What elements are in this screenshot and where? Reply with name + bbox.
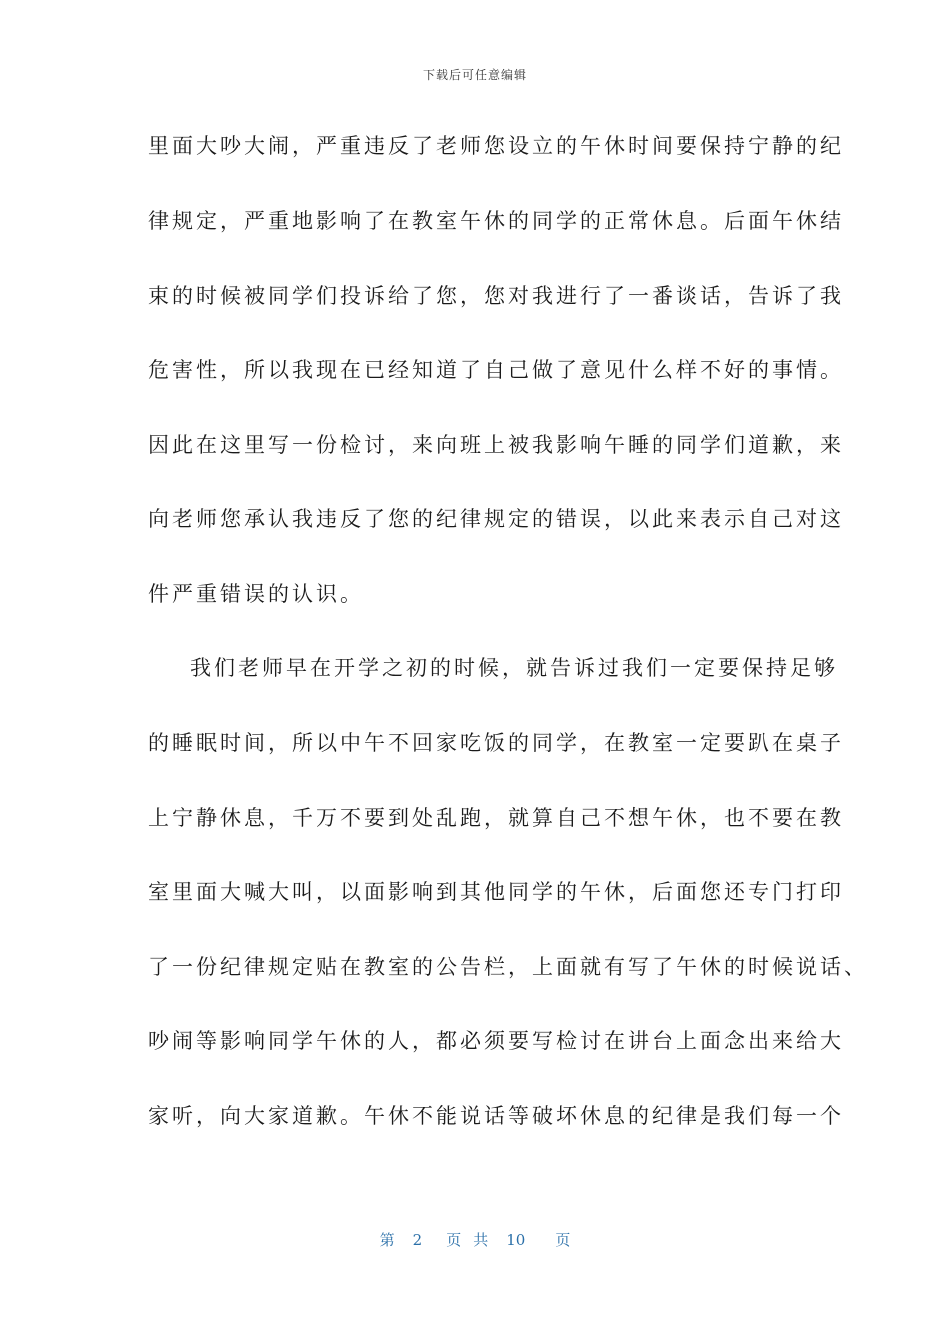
text-line: 吵闹等影响同学午休的人，都必须要写检讨在讲台上面念出来给大 [148,1029,844,1053]
text-line: 上宁静休息，千万不要到处乱跑，就算自己不想午休，也不要在教 [148,806,844,830]
text-line: 律规定，严重地影响了在教室午休的同学的正常休息。后面午休结 [148,209,844,233]
text-line: 里面大吵大闹，严重违反了老师您设立的午休时间要保持宁静的纪 [148,134,844,158]
footer-total-word: 共 [473,1231,489,1249]
text-line: 室里面大喊大叫，以面影响到其他同学的午休，后面您还专门打印 [148,880,844,904]
paragraph-first-line: 我们老师早在开学之初的时候，就告诉过我们一定要保持足够 [190,656,838,680]
text-line: 件严重错误的认识。 [148,582,364,606]
footer-prefix: 第 [379,1231,395,1249]
text-line: 危害性，所以我现在已经知道了自己做了意见什么样不好的事情。 [148,358,844,382]
text-line: 了一份纪律规定贴在教室的公告栏，上面就有写了午休的时候说话、 [148,955,868,979]
footer-page-word: 页 [446,1231,462,1249]
text-line: 束的时候被同学们投诉给了您，您对我进行了一番谈话，告诉了我 [148,284,844,308]
text-line: 向老师您承认我违反了您的纪律规定的错误，以此来表示自己对这 [148,507,844,531]
page-footer [0,1229,950,1250]
text-line: 的睡眠时间，所以中午不回家吃饭的同学，在教室一定要趴在桌子 [148,731,844,755]
total-pages-number: 10 [506,1231,526,1249]
footer-suffix: 页 [555,1231,571,1249]
text-line: 家听，向大家道歉。午休不能说话等破坏休息的纪律是我们每一个 [148,1104,844,1128]
page-header: 下载后可任意编辑 [422,68,527,82]
text-line: 因此在这里写一份检讨，来向班上被我影响午睡的同学们道歉，来 [148,433,844,457]
current-page-number: 2 [412,1231,423,1249]
